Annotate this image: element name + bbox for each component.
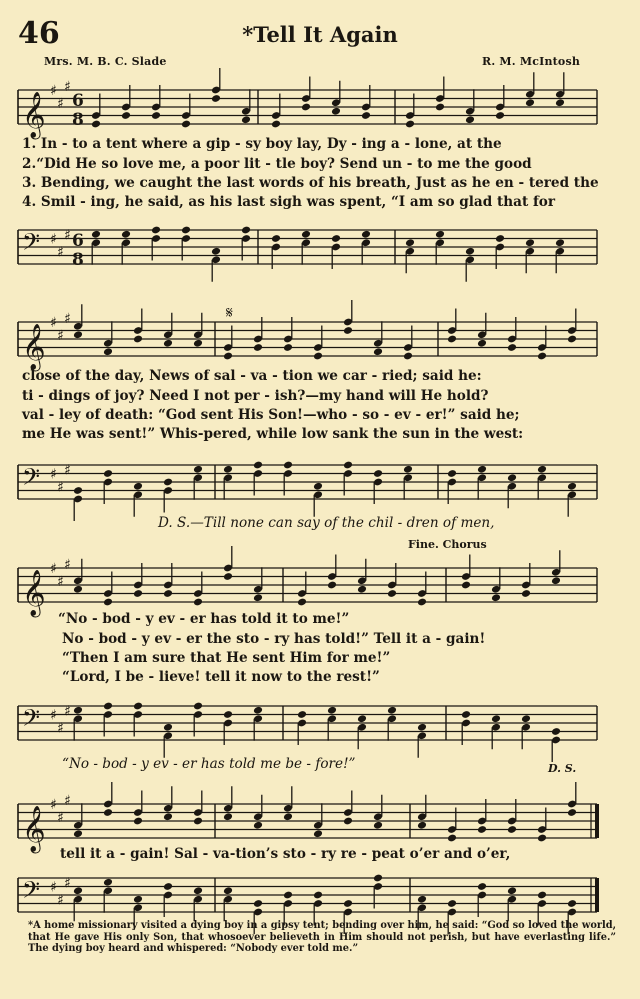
note-head bbox=[181, 226, 191, 235]
bass-clef-icon: 𝄢 bbox=[22, 876, 41, 909]
note-head bbox=[283, 891, 293, 900]
sharp-icon: ♯ bbox=[57, 479, 64, 496]
note-head bbox=[327, 581, 337, 590]
ds-label: D. S. bbox=[548, 762, 577, 775]
note-head bbox=[521, 589, 531, 598]
verse-2-line-1: 2.“Did He so love me, a poor lit - tle boy? Send un - to me the good bbox=[22, 156, 532, 172]
note-head bbox=[283, 812, 293, 821]
sharp-icon: ♯ bbox=[64, 310, 71, 327]
note-head bbox=[301, 103, 311, 112]
note-head bbox=[253, 821, 263, 830]
verse-3-line-3: “Then I am sure that He sent Him for me!” bbox=[62, 650, 391, 666]
note-head bbox=[357, 585, 367, 594]
note-head bbox=[121, 111, 131, 120]
note-head bbox=[193, 465, 203, 474]
footnote: *A home missionary visited a dying boy in a gipsy tent; bending over him, he said: “God so loved the world, that He gave His only Son, that whosoever believeth in Him should not perish, but have everlasting life.” The dying boy heard and whispered: “Nobody ever told me.” bbox=[28, 920, 616, 954]
note-head bbox=[163, 723, 173, 732]
note-head bbox=[343, 817, 353, 826]
sharp-icon: ♯ bbox=[64, 703, 71, 720]
bass-staff-system-1 bbox=[0, 222, 640, 272]
note-head bbox=[241, 226, 251, 235]
note-head bbox=[73, 886, 83, 895]
note-head bbox=[211, 247, 221, 256]
verse-2-line-2: ti - dings of joy? Need I not per - ish?—my hand will He hold? bbox=[22, 388, 489, 404]
note-head bbox=[403, 465, 413, 474]
note-head bbox=[343, 461, 353, 470]
note-head bbox=[133, 335, 143, 344]
note-head bbox=[73, 585, 83, 594]
sharp-icon: ♯ bbox=[50, 315, 57, 331]
sharp-icon: ♯ bbox=[57, 892, 64, 909]
treble-clef-icon: 𝄞 bbox=[22, 324, 46, 370]
note-head bbox=[525, 238, 535, 247]
note-head bbox=[181, 120, 191, 129]
treble-staff-system-2 bbox=[0, 303, 640, 370]
sharp-icon: ♯ bbox=[50, 879, 57, 896]
note-head bbox=[343, 326, 353, 335]
note-head bbox=[223, 465, 233, 474]
verse-3-line-1: 3. Bending, we caught the last words of his breath, Just as he en - tered the bbox=[22, 175, 599, 191]
note-head bbox=[447, 335, 457, 344]
note-head bbox=[507, 473, 517, 482]
note-head bbox=[417, 821, 427, 830]
note-head bbox=[327, 706, 337, 715]
lyricist-credit: Mrs. M. B. C. Slade bbox=[44, 55, 167, 68]
note-head bbox=[477, 825, 487, 834]
ds-text: D. S.—Till none can say of the chil - dren of men, bbox=[158, 515, 495, 531]
note-head bbox=[103, 469, 113, 478]
sharp-icon: ♯ bbox=[57, 809, 64, 826]
sharp-icon: ♯ bbox=[50, 707, 57, 724]
note-head bbox=[91, 120, 101, 129]
note-head bbox=[103, 598, 113, 607]
note-head bbox=[537, 352, 547, 361]
note-head bbox=[283, 461, 293, 470]
note-head bbox=[567, 335, 577, 344]
verse-2-line-3: No - bod - y ev - er the sto - ry has told!” Tell it a - gain! bbox=[62, 631, 486, 647]
bass-clef-icon: 𝄢 bbox=[22, 228, 41, 261]
verse-4-line-1: 4. Smil - ing, he said, as his last sigh was spent, “I am so glad that for bbox=[22, 194, 556, 210]
sharp-icon: ♯ bbox=[64, 875, 71, 892]
note-head bbox=[495, 234, 505, 243]
refrain-text: “No - bod - y ev - er has told me be - fore!” bbox=[62, 756, 356, 772]
note-head bbox=[211, 94, 221, 103]
sharp-icon: ♯ bbox=[64, 792, 71, 809]
note-head bbox=[223, 352, 233, 361]
note-head bbox=[223, 812, 233, 821]
note-head bbox=[297, 598, 307, 607]
note-head bbox=[103, 347, 113, 356]
note-head bbox=[163, 882, 173, 891]
note-head bbox=[133, 702, 143, 711]
note-head bbox=[283, 343, 293, 352]
note-head bbox=[253, 461, 263, 470]
sharp-icon: ♯ bbox=[57, 573, 64, 590]
sharp-icon: ♯ bbox=[50, 561, 57, 577]
note-head bbox=[271, 120, 281, 129]
note-head bbox=[103, 702, 113, 711]
note-head bbox=[567, 482, 577, 491]
note-head bbox=[447, 834, 457, 843]
bass-clef-icon: 𝄢 bbox=[22, 463, 41, 496]
note-head bbox=[163, 589, 173, 598]
sharp-icon: ♯ bbox=[57, 95, 64, 112]
bass-clef-icon: 𝄢 bbox=[22, 704, 41, 737]
note-head bbox=[447, 899, 457, 908]
sharp-icon: ♯ bbox=[64, 462, 71, 479]
verse-1-line-2: close of the day, News of sal - va - tion we car - ried; said he: bbox=[22, 368, 482, 384]
hymn-title: *Tell It Again bbox=[242, 22, 398, 47]
bass-staff-system-4 bbox=[0, 870, 640, 920]
note-head bbox=[537, 834, 547, 843]
note-head bbox=[163, 478, 173, 487]
note-head bbox=[241, 115, 251, 124]
note-head bbox=[491, 714, 501, 723]
note-head bbox=[405, 238, 415, 247]
note-head bbox=[223, 886, 233, 895]
note-head bbox=[313, 891, 323, 900]
sharp-icon: ♯ bbox=[64, 227, 71, 244]
note-head bbox=[103, 878, 113, 887]
note-head bbox=[477, 339, 487, 348]
note-head bbox=[567, 899, 577, 908]
note-head bbox=[73, 486, 83, 495]
sharp-icon: ♯ bbox=[50, 83, 57, 99]
note-head bbox=[495, 111, 505, 120]
note-head bbox=[313, 482, 323, 491]
note-head bbox=[163, 812, 173, 821]
note-head bbox=[253, 593, 263, 602]
sharp-icon: ♯ bbox=[57, 720, 64, 737]
note-head bbox=[193, 339, 203, 348]
treble-staff-system-3 bbox=[0, 556, 640, 616]
note-head bbox=[373, 874, 383, 883]
note-head bbox=[297, 710, 307, 719]
note-head bbox=[193, 598, 203, 607]
treble-clef-icon: 𝄞 bbox=[22, 806, 46, 852]
note-head bbox=[73, 829, 83, 838]
note-head bbox=[465, 115, 475, 124]
note-head bbox=[387, 706, 397, 715]
note-head bbox=[405, 120, 415, 129]
note-head bbox=[313, 829, 323, 838]
chorus-line: tell it a - gain! Sal - va-tion’s sto - ry re - peat o’er and o’er, bbox=[60, 846, 511, 862]
note-head bbox=[357, 714, 367, 723]
note-head bbox=[417, 598, 427, 607]
treble-staff-system-1 bbox=[0, 78, 640, 138]
note-head bbox=[133, 589, 143, 598]
note-head bbox=[537, 465, 547, 474]
segno-icon: 𝄋 bbox=[226, 303, 233, 322]
note-head bbox=[253, 706, 263, 715]
note-head bbox=[73, 706, 83, 715]
note-head bbox=[373, 821, 383, 830]
verse-4-line-3: “Lord, I be - lieve! tell it now to the rest!” bbox=[62, 669, 380, 685]
note-head bbox=[133, 482, 143, 491]
note-head bbox=[507, 825, 517, 834]
note-head bbox=[193, 702, 203, 711]
note-head bbox=[271, 234, 281, 243]
hymn-number: 46 bbox=[18, 16, 60, 51]
note-head bbox=[223, 572, 233, 581]
note-head bbox=[343, 899, 353, 908]
sharp-icon: ♯ bbox=[57, 327, 64, 344]
verse-3-line-2: val - ley of death: “God sent His Son!—who - so - ev - er!” said he; bbox=[22, 407, 520, 423]
note-head bbox=[133, 895, 143, 904]
verse-1-line-3: “No - bod - y ev - er has told it to me!” bbox=[58, 611, 350, 627]
time-signature-bottom: 8 bbox=[72, 110, 84, 130]
note-head bbox=[163, 339, 173, 348]
note-head bbox=[537, 891, 547, 900]
note-head bbox=[133, 817, 143, 826]
note-head bbox=[193, 817, 203, 826]
verse-4-line-2: me He was sent!” Whis-pered, while low sank the sun in the west: bbox=[22, 426, 524, 442]
note-head bbox=[555, 98, 565, 107]
note-head bbox=[387, 589, 397, 598]
sharp-icon: ♯ bbox=[57, 244, 64, 261]
note-head bbox=[151, 226, 161, 235]
note-head bbox=[301, 230, 311, 239]
note-head bbox=[555, 238, 565, 247]
note-head bbox=[91, 230, 101, 239]
note-head bbox=[477, 882, 487, 891]
note-head bbox=[361, 111, 371, 120]
bass-staff-system-2 bbox=[0, 457, 640, 507]
note-head bbox=[525, 98, 535, 107]
treble-clef-icon: 𝄞 bbox=[22, 92, 46, 138]
note-head bbox=[551, 576, 561, 585]
treble-staff-system-4 bbox=[0, 792, 640, 852]
note-head bbox=[331, 107, 341, 116]
note-head bbox=[223, 710, 233, 719]
note-head bbox=[435, 230, 445, 239]
note-head bbox=[253, 899, 263, 908]
note-head bbox=[465, 247, 475, 256]
note-head bbox=[313, 352, 323, 361]
note-head bbox=[507, 886, 517, 895]
bass-staff-system-3 bbox=[0, 698, 640, 748]
note-head bbox=[253, 343, 263, 352]
note-head bbox=[193, 886, 203, 895]
fine-chorus-label: Fine. Chorus bbox=[408, 538, 487, 551]
sharp-icon: ♯ bbox=[64, 556, 71, 573]
note-head bbox=[461, 581, 471, 590]
note-head bbox=[521, 714, 531, 723]
note-head bbox=[103, 808, 113, 817]
note-head bbox=[121, 230, 131, 239]
note-head bbox=[417, 895, 427, 904]
note-head bbox=[73, 330, 83, 339]
note-head bbox=[417, 723, 427, 732]
note-head bbox=[361, 230, 371, 239]
time-signature-top: 6 bbox=[72, 231, 84, 251]
time-signature-bottom: 8 bbox=[72, 250, 84, 270]
sharp-icon: ♯ bbox=[64, 78, 71, 95]
note-head bbox=[551, 727, 561, 736]
treble-clef-icon: 𝄞 bbox=[22, 570, 46, 616]
sharp-icon: ♯ bbox=[50, 231, 57, 248]
note-head bbox=[477, 465, 487, 474]
note-head bbox=[435, 103, 445, 112]
time-signature-top: 6 bbox=[72, 91, 84, 111]
note-head bbox=[507, 343, 517, 352]
composer-credit: R. M. McIntosh bbox=[482, 55, 581, 68]
note-head bbox=[373, 347, 383, 356]
note-head bbox=[373, 469, 383, 478]
note-head bbox=[461, 710, 471, 719]
note-head bbox=[491, 593, 501, 602]
verse-1-line-1: 1. In - to a tent where a gip - sy boy lay, Dy - ing a - lone, at the bbox=[22, 136, 502, 152]
note-head bbox=[447, 469, 457, 478]
note-head bbox=[567, 808, 577, 817]
note-head bbox=[403, 352, 413, 361]
note-head bbox=[331, 234, 341, 243]
note-head bbox=[151, 111, 161, 120]
sharp-icon: ♯ bbox=[50, 466, 57, 483]
sharp-icon: ♯ bbox=[50, 797, 57, 813]
